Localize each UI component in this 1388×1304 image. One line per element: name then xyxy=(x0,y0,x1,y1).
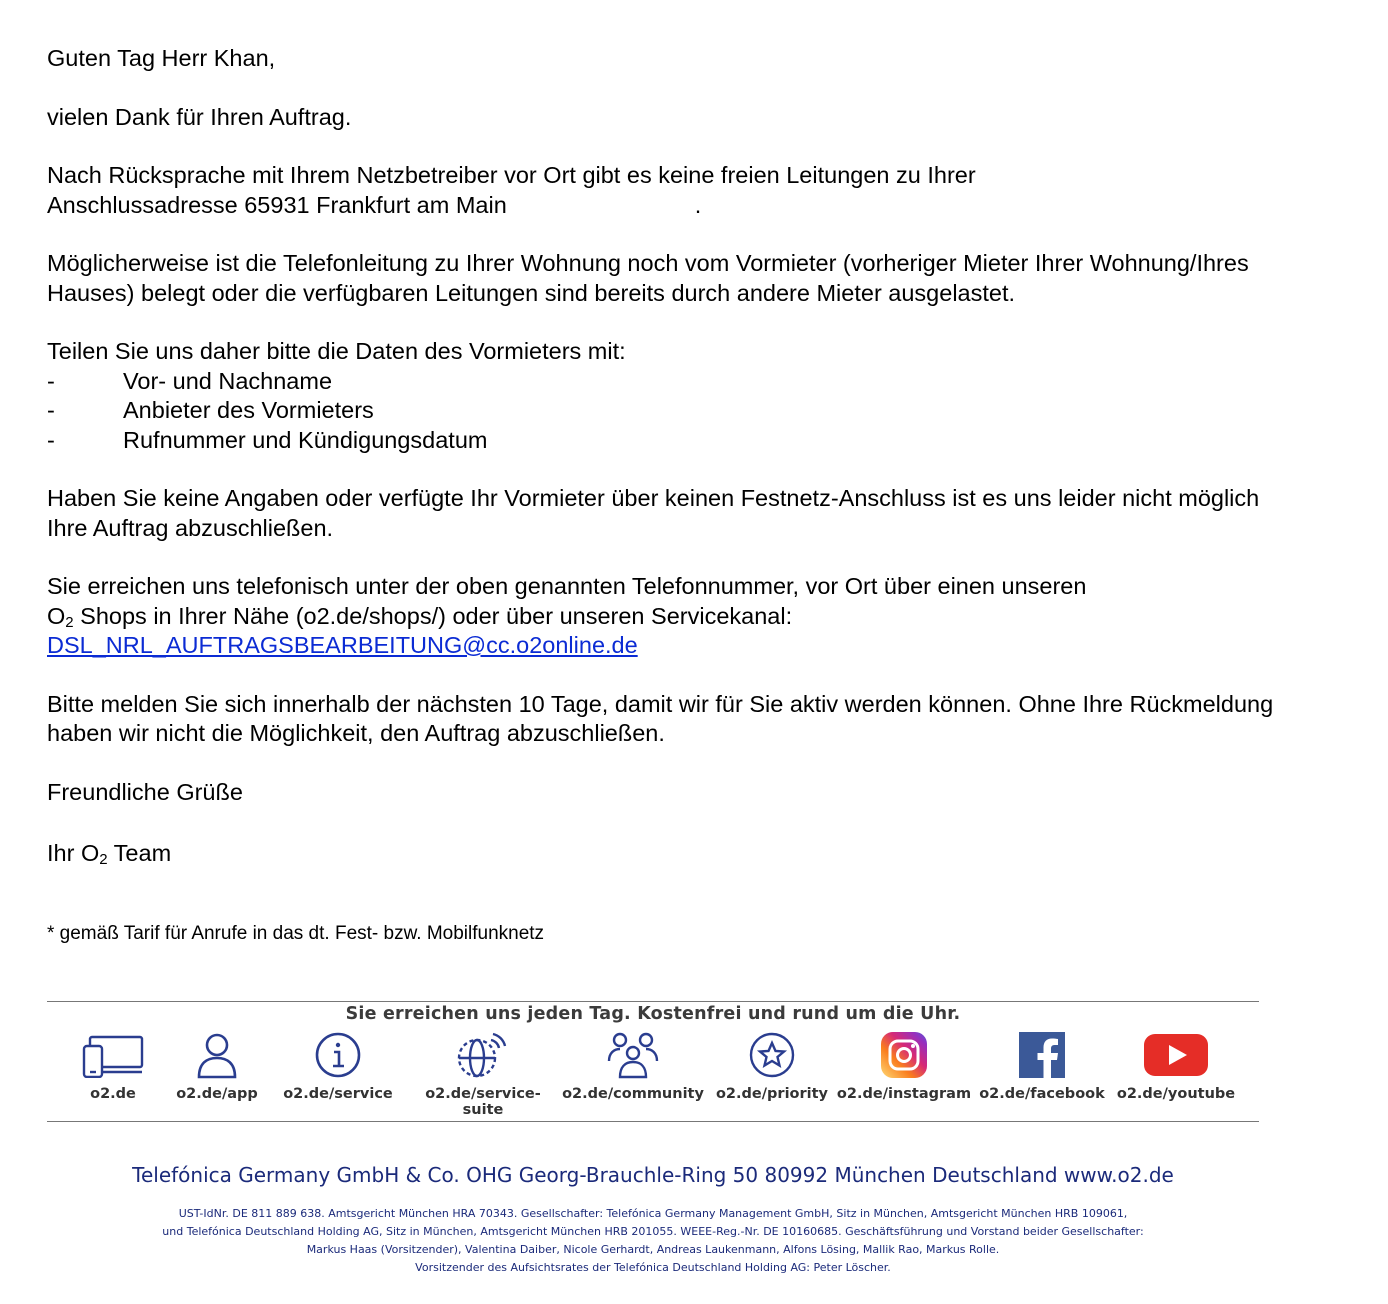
channel-service[interactable]: o2.de/service xyxy=(263,1030,413,1102)
legal-line: und Telefónica Deutschland Holding AG, Sitz in München, Amtsgericht München HRB 201055. WEEE-Reg.-Nr. DE 10160685. Geschäftsführung und Vorstand beider Gesellschafter: xyxy=(162,1225,1144,1238)
channel-o2-de[interactable]: o2.de xyxy=(38,1030,188,1102)
request-intro: Teilen Sie uns daher bitte die Daten des Vormieters mit: xyxy=(47,338,626,364)
availability-paragraph: Nach Rücksprache mit Ihrem Netzbetreiber vor Ort gibt es keine freien Leitungen zu Ihrer Anschlussadresse 65931 Frankfurt am Main . xyxy=(47,162,976,218)
legal-line: Markus Haas (Vorsitzender), Valentina Daiber, Nicole Gerhardt, Andreas Laukenmann, Alfons Lösing, Mallik Rao, Markus Rolle. xyxy=(306,1243,1000,1256)
channel-youtube[interactable]: o2.de/youtube xyxy=(1101,1030,1251,1102)
contact-paragraph: Sie erreichen uns telefonisch unter der oben genannten Telefonnummer, vor Ort über einen unseren $O_2$ Shops in Ihrer Nähe (o2.de/shops/) oder über unseren Servicekanal: DSL_NRL_AUFTRAGSBEARBEITUNG@cc.o2online.de xyxy=(47,573,1087,658)
channel-facebook[interactable]: o2.de/facebook xyxy=(967,1030,1117,1102)
thanks-line: vielen Dank für Ihren Auftrag. xyxy=(47,103,352,130)
footer-headline: Sie erreichen uns jeden Tag. Kostenfrei und rund um die Uhr. xyxy=(345,1004,961,1024)
contact-channels xyxy=(0,1030,1388,1118)
channel-instagram[interactable]: o2.de/instagram xyxy=(829,1030,979,1102)
facebook-icon xyxy=(1019,1031,1065,1079)
footer-top-divider xyxy=(47,1001,1259,1002)
availability-line-2: Anschlussadresse 65931 Frankfurt am Main xyxy=(47,191,507,218)
legal-line: UST-IdNr. DE 811 889 638. Amtsgericht München HRA 70343. Gesellschafter: Telefónica Germany Management GmbH, Sitz in München, Amtsgericht München HRB 109061, xyxy=(178,1207,1128,1220)
devices-icon xyxy=(80,1032,146,1078)
channel-app[interactable]: o2.de/app xyxy=(142,1030,292,1102)
list-item: - Rufnummer und Kündigungsdatum xyxy=(47,426,488,453)
company-address: Telefónica Germany GmbH & Co. OHG Georg-Brauchle-Ring 50 80992 München Deutschland www.o2.de xyxy=(132,1163,1174,1187)
list-item: - Vor- und Nachname xyxy=(47,367,333,394)
legal-line: Vorsitzender des Aufsichtsrates der Telefónica Deutschland Holding AG: Peter Löscher. xyxy=(415,1261,891,1274)
closing: Freundliche Grüße xyxy=(47,778,243,805)
channel-service-suite[interactable]: o2.de/service-suite xyxy=(408,1030,558,1118)
footer-bottom-divider xyxy=(47,1121,1259,1122)
channel-community[interactable]: o2.de/community xyxy=(558,1030,708,1102)
availability-line-1: Nach Rücksprache mit Ihrem Netzbetreiber vor Ort gibt es keine freien Leitungen zu Ihrer xyxy=(47,162,976,188)
info-icon xyxy=(314,1031,362,1079)
community-icon xyxy=(604,1031,662,1079)
deadline-paragraph: Bitte melden Sie sich innerhalb der nächsten 10 Tage, damit wir für Sie aktiv werden können. Ohne Ihre Rückmeldung haben wir nicht die Möglichkeit, den Auftrag abzuschließen. xyxy=(47,690,1274,746)
youtube-icon xyxy=(1143,1031,1209,1079)
channel-priority[interactable]: o2.de/priority xyxy=(697,1030,847,1102)
service-email-link[interactable]: DSL_NRL_AUFTRAGSBEARBEITUNG@cc.o2online.de xyxy=(47,632,638,658)
person-icon xyxy=(195,1031,239,1079)
request-block xyxy=(47,337,1287,455)
letter-body xyxy=(47,44,1287,869)
legal-notice xyxy=(0,1205,1306,1277)
footnote: * gemäß Tarif für Anrufe in das dt. Fest- bzw. Mobilfunknetz xyxy=(47,923,545,944)
globe-signal-icon xyxy=(455,1030,511,1080)
priority-star-icon xyxy=(748,1031,796,1079)
list-item: - Anbieter des Vormieters xyxy=(47,397,374,423)
explanation-paragraph: Möglicherweise ist die Telefonleitung zu Ihrer Wohnung noch vom Vormieter (vorheriger Mieter Ihrer Wohnung/Ihres Hauses) belegt oder die verfügbaren Leitungen sind bereits durch andere Mieter ausgelastet. xyxy=(47,250,1249,306)
greeting: Guten Tag Herr Khan, xyxy=(47,45,276,71)
no-data-paragraph: Haben Sie keine Angaben oder verfügte Ihr Vormieter über keinen Festnetz-Anschluss ist es uns leider nicht möglich Ihre Auftrag abzuschließen. xyxy=(47,485,1260,541)
signature: Ihr $O_2$ Team xyxy=(47,840,172,868)
instagram-icon xyxy=(880,1031,928,1079)
